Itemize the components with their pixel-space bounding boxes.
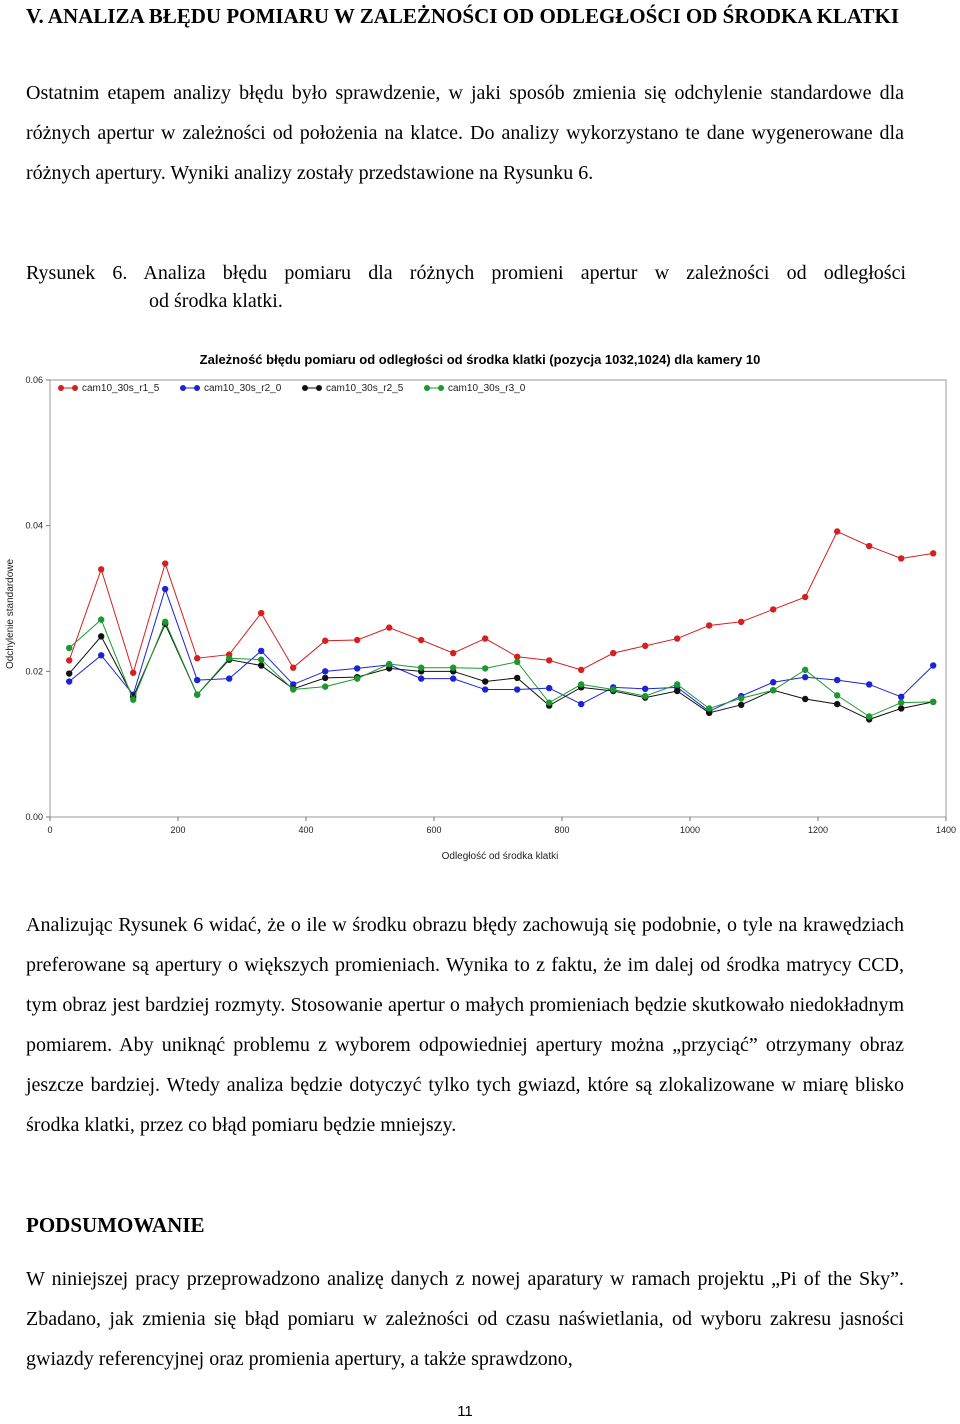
data-point [898, 555, 904, 561]
data-point [834, 701, 840, 707]
data-point [578, 667, 584, 673]
data-point [98, 633, 104, 639]
chart-title: Zależność błędu pomiaru od odległości od środka klatki (pozycja 1032,1024) dla kamery 10 [199, 352, 761, 367]
data-point [322, 638, 328, 644]
data-point [546, 685, 552, 691]
plot-frame [50, 380, 946, 817]
data-point [610, 686, 616, 692]
data-point [834, 677, 840, 683]
data-point [738, 619, 744, 625]
section-heading: V. ANALIZA BŁĘDU POMIARU W ZALEŻNOŚCI OD ODLEGŁOŚCI OD ŚRODKA KLATKI [26, 4, 900, 28]
y-tick-label: 0.02 [25, 666, 43, 677]
data-point [482, 635, 488, 641]
data-point [418, 664, 424, 670]
data-point [930, 662, 936, 668]
data-point [738, 695, 744, 701]
x-tick-label: 0 [47, 825, 53, 835]
legend-label: cam10_30s_r1_5 [82, 383, 160, 394]
legend-marker [180, 385, 186, 391]
data-point [578, 701, 584, 707]
summary-title: PODSUMOWANIE [26, 1213, 205, 1237]
data-point [706, 622, 712, 628]
data-point [898, 705, 904, 711]
data-point [258, 610, 264, 616]
x-tick-label: 1000 [679, 825, 701, 835]
data-point [418, 675, 424, 681]
data-point [706, 705, 712, 711]
data-point [930, 550, 936, 556]
legend-marker [438, 385, 444, 391]
legend-marker [424, 385, 430, 391]
data-point [802, 667, 808, 673]
legend-label: cam10_30s_r2_0 [204, 383, 282, 394]
caption-line-2: od środka klatki. [149, 290, 283, 312]
data-point [834, 528, 840, 534]
legend-marker [194, 385, 200, 391]
data-point [834, 692, 840, 698]
legend-marker [72, 385, 78, 391]
data-point [482, 678, 488, 684]
data-point [98, 652, 104, 658]
data-point [578, 681, 584, 687]
data-point [546, 657, 552, 663]
data-point [898, 699, 904, 705]
data-point [130, 670, 136, 676]
data-point [290, 686, 296, 692]
legend-marker [316, 385, 322, 391]
data-point [354, 665, 360, 671]
data-point [866, 681, 872, 687]
figure-caption [26, 259, 906, 315]
y-tick-label: 0.06 [25, 375, 43, 385]
data-point [322, 675, 328, 681]
data-point [162, 619, 168, 625]
data-point [866, 543, 872, 549]
data-point [738, 702, 744, 708]
data-point [226, 655, 232, 661]
intro-paragraph: Ostatnim etapem analizy błędu było sprawdzenie, w jaki sposób zmienia się odchylenie standardowe dla różnych apertur w zależności od położenia na klatce. Do analizy wykorzystano te dane wygenerowane dla różnych apertury. Wyniki analizy zostały przedstawione na Rysunku 6. [26, 82, 904, 184]
data-point [802, 696, 808, 702]
data-point [258, 662, 264, 668]
data-point [610, 650, 616, 656]
data-point [674, 635, 680, 641]
data-point [482, 665, 488, 671]
x-tick-label: 1200 [807, 825, 829, 835]
data-point [386, 624, 392, 630]
x-tick-label: 200 [170, 825, 186, 835]
series-cam10_30s_r3_0 [66, 616, 936, 719]
legend-marker [58, 385, 64, 391]
x-tick-label: 400 [298, 825, 314, 835]
data-point [66, 670, 72, 676]
legend-label: cam10_30s_r2_5 [326, 383, 404, 394]
data-point [802, 674, 808, 680]
data-point [194, 655, 200, 661]
data-point [98, 566, 104, 572]
data-point [642, 643, 648, 649]
data-point [98, 616, 104, 622]
data-point [450, 664, 456, 670]
data-point [674, 681, 680, 687]
data-point [162, 586, 168, 592]
data-point [194, 691, 200, 697]
data-point [930, 699, 936, 705]
data-point [162, 560, 168, 566]
data-point [802, 594, 808, 600]
data-point [770, 679, 776, 685]
data-point [514, 675, 520, 681]
data-point [866, 713, 872, 719]
data-point [258, 648, 264, 654]
data-point [290, 664, 296, 670]
data-point [322, 683, 328, 689]
x-tick-label: 1400 [935, 825, 957, 835]
y-axis-label: Odchylenie standardowe [5, 558, 16, 670]
line-chart [0, 340, 960, 870]
series-line [69, 531, 933, 672]
figure-chart [0, 340, 960, 870]
x-tick-label: 800 [554, 825, 570, 835]
data-point [450, 650, 456, 656]
data-point [418, 637, 424, 643]
page-number: 11 [457, 1403, 473, 1420]
data-point [258, 656, 264, 662]
data-point [322, 668, 328, 674]
data-point [642, 686, 648, 692]
data-point [354, 675, 360, 681]
legend-label: cam10_30s_r3_0 [448, 383, 526, 394]
data-point [770, 687, 776, 693]
caption-line-1: Rysunek 6. Analiza błędu pomiaru dla różnych promieni apertur w zależności od odległości [26, 262, 906, 284]
data-point [514, 659, 520, 665]
data-point [130, 697, 136, 703]
data-point [674, 688, 680, 694]
data-point [482, 686, 488, 692]
y-tick-label: 0.00 [25, 812, 43, 822]
data-point [898, 694, 904, 700]
series-cam10_30s_r1_5 [66, 528, 936, 676]
data-point [66, 657, 72, 663]
data-point [226, 675, 232, 681]
data-point [354, 637, 360, 643]
data-point [66, 678, 72, 684]
legend-marker [302, 385, 308, 391]
data-point [546, 699, 552, 705]
y-tick-label: 0.04 [25, 520, 43, 531]
data-point [642, 693, 648, 699]
data-point [386, 661, 392, 667]
data-point [194, 677, 200, 683]
data-point [450, 675, 456, 681]
chart-legend [58, 383, 526, 394]
data-point [66, 645, 72, 651]
data-point [770, 606, 776, 612]
analysis-paragraph: Analizując Rysunek 6 widać, że o ile w środku obrazu błędy zachowują się podobnie, o tyle na krawędziach preferowane są apertury o większych promieniach. Wynika to z faktu, że im dalej od środka matrycy CCD, tym obraz jest bardziej rozmyty. Stosowanie apertur o małych promieniach będzie skutkowało niedokładnym pomiarem. Aby uniknąć problemu z wyborem odpowiedniej apertury można „przyciąć” otrzymany obraz jeszcze bardziej. Wtedy analiza będzie dotyczyć tylko tych gwiazd, które są zlokalizowane w miarę blisko środka klatki, przez co błąd pomiaru będzie mniejszy. [26, 914, 904, 1136]
data-point [514, 686, 520, 692]
x-axis-label: Odległość od środka klatki [441, 851, 559, 862]
summary-paragraph: W niniejszej pracy przeprowadzono analizę danych z nowej aparatury w ramach projektu „Pi of the Sky”. Zbadano, jak zmienia się błąd pomiaru w zależności od czasu naświetlania, od wyboru zakresu jasności gwiazdy referencyjnej oraz promienia apertury, a także sprawdzono, [26, 1268, 904, 1370]
chart-axes [25, 375, 956, 835]
x-tick-label: 600 [426, 825, 442, 835]
chart-series [66, 528, 936, 722]
